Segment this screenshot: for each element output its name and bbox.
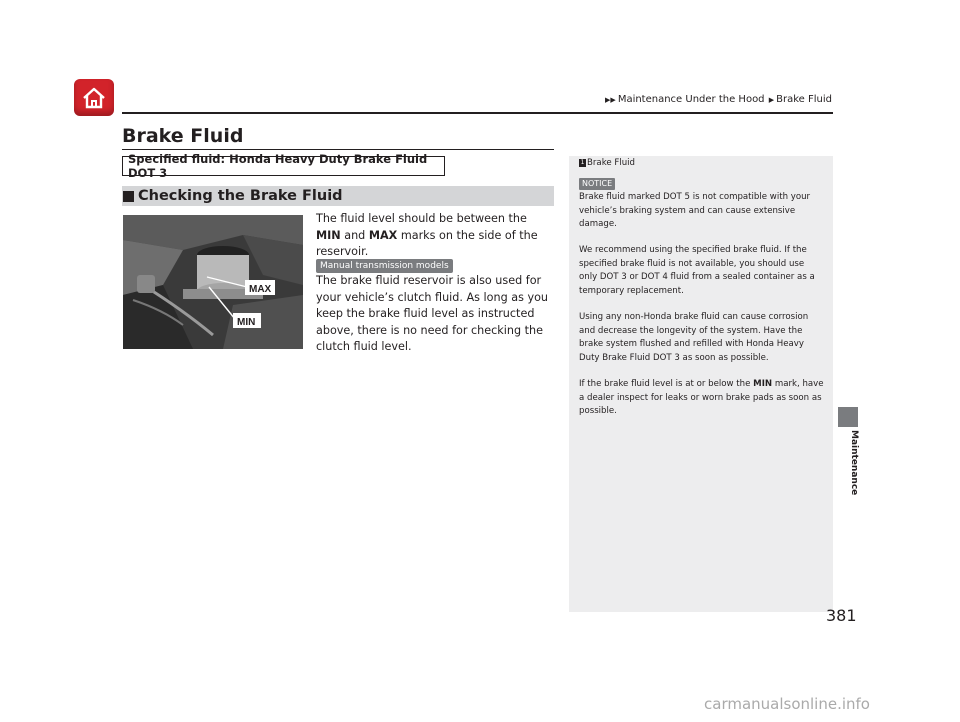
section-heading	[122, 186, 554, 206]
chapter-tab-marker[interactable]	[838, 407, 858, 427]
max-mark-label: MAX	[249, 284, 272, 295]
chapter-tab-label[interactable]: Maintenance	[849, 430, 859, 496]
text-run: If the brake fluid level is at or below the	[579, 379, 754, 389]
section-marker-icon	[123, 191, 134, 202]
min-keyword: MIN	[753, 379, 773, 389]
breadcrumb-item[interactable]: Maintenance Under the Hood	[617, 94, 765, 105]
notice-badge: NOTICE	[579, 178, 615, 190]
breadcrumb-item[interactable]: Brake Fluid	[776, 94, 832, 105]
side-note-paragraph: Using any non-Honda brake fluid can cause corrosion and decrease the longevity of the system. Have the brake system flushed and refilled with Honda Heavy Duty Brake Fluid DOT 3 as soon as possible.	[579, 312, 809, 363]
side-note-panel	[569, 156, 833, 612]
header-divider	[122, 112, 833, 114]
min-keyword: MIN	[316, 228, 341, 242]
text-run: marks on the side of the reservoir.	[316, 228, 538, 258]
side-note-paragraph	[579, 378, 825, 419]
brake-reservoir-photo	[123, 215, 303, 349]
section-heading-text: Checking the Brake Fluid	[138, 188, 343, 204]
breadcrumb-arrow-icon: ▶	[766, 95, 775, 104]
text-run: mark, have a dealer inspect for leaks or worn brake pads as soon as possible.	[579, 379, 824, 416]
manual-transmission-badge: Manual transmission models	[316, 259, 453, 273]
home-icon	[81, 86, 107, 110]
side-note-paragraph: Brake fluid marked DOT 5 is not compatible with your vehicle’s braking system and can cause extensive damage.	[579, 192, 811, 229]
max-keyword: MAX	[368, 228, 398, 242]
text-run: The fluid level should be between the	[316, 212, 527, 225]
fluid-level-paragraph	[316, 211, 554, 261]
side-note-title: Brake Fluid	[587, 158, 636, 168]
breadcrumb-arrow-icon: ▶▶	[605, 95, 616, 104]
reference-icon: 1	[580, 159, 585, 166]
page-number: 381	[826, 606, 857, 625]
home-button[interactable]	[74, 79, 114, 116]
watermark: carmanualsonline.info	[704, 695, 870, 713]
side-note-heading	[579, 158, 635, 168]
specified-fluid-box: Specified fluid: Honda Heavy Duty Brake Fluid DOT 3	[122, 156, 445, 176]
breadcrumb	[603, 94, 832, 105]
title-divider	[122, 149, 554, 150]
text-run: and	[340, 228, 369, 242]
min-mark-label: MIN	[237, 317, 256, 328]
page-title: Brake Fluid	[122, 125, 244, 147]
side-note-paragraph: We recommend using the specified brake fluid. If the specified brake fluid is not available, you should use only DOT 3 or DOT 4 fluid from a sealed container as a temporary replacement.	[579, 245, 815, 296]
clutch-fluid-paragraph: The brake fluid reservoir is also used for your vehicle’s clutch fluid. As long as you keep the brake fluid level as instructed above, there is no need for checking the clutch fluid level.	[316, 274, 549, 353]
